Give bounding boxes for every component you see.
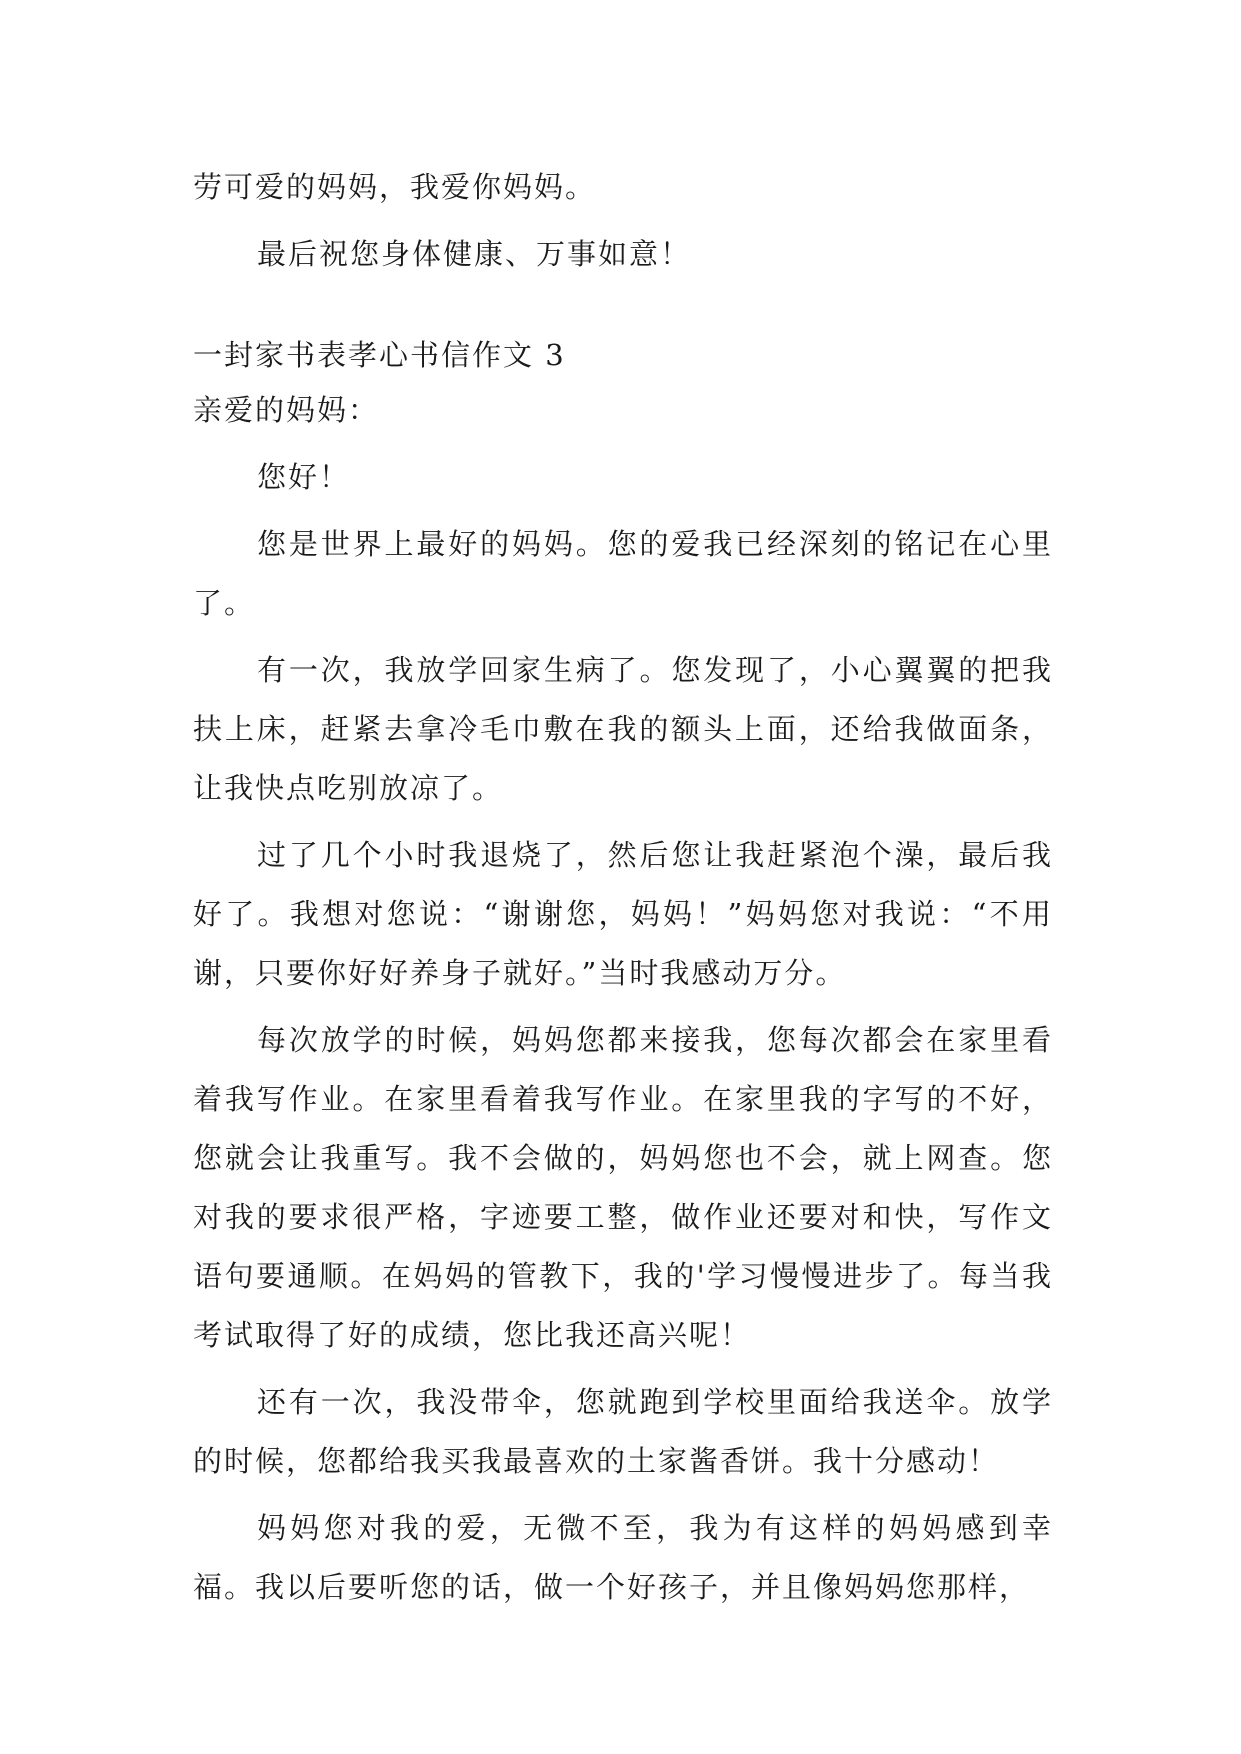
letter-salutation: 亲爱的妈妈： (193, 393, 380, 427)
letter-greeting: 您好！ (257, 460, 351, 494)
letter-title: 一封家书表孝心书信作文 3 (193, 338, 566, 372)
previous-letter-continuation: 劳可爱的妈妈，我爱你妈妈。 (193, 170, 597, 204)
section-spacer (193, 284, 1053, 335)
letter-paragraph: 过了几个小时我退烧了，然后您让我赶紧泡个澡，最后我好了。我想对您说：“谢谢您，妈妈！”妈妈您对我说：“不用谢，只要你好好养身子就好。”当时我感动万分。 (193, 838, 1053, 990)
letter-paragraph: 还有一次，我没带伞，您就跑到学校里面给我送伞。放学的时候，您都给我买我最喜欢的土家酱香饼。我十分感动！ (193, 1385, 1053, 1478)
letter-paragraph: 妈妈您对我的爱，无微不至，我为有这样的妈妈感到幸福。我以后要听您的话，做一个好孩子，并且像妈妈您那样， (193, 1511, 1053, 1604)
document-body (193, 158, 1053, 1617)
letter-paragraph: 您是世界上最好的妈妈。您的爱我已经深刻的铭记在心里了。 (193, 527, 1053, 620)
previous-letter-closing-wish: 最后祝您身体健康、万事如意！ (257, 237, 692, 271)
letter-paragraph: 有一次，我放学回家生病了。您发现了，小心翼翼的把我扶上床，赶紧去拿冷毛巾敷在我的额头上面，还给我做面条，让我快点吃别放凉了。 (193, 653, 1053, 805)
letter-paragraph: 每次放学的时候，妈妈您都来接我，您每次都会在家里看着我写作业。在家里看着我写作业。在家里我的字写的不好，您就会让我重写。我不会做的，妈妈您也不会，就上网查。您对我的要求很严格，字迹要工整，做作业还要对和快，写作文语句要通顺。在妈妈的管教下，我的'学习慢慢进步了。每当我考试取得了好的成绩，您比我还高兴呢！ (193, 1023, 1053, 1352)
